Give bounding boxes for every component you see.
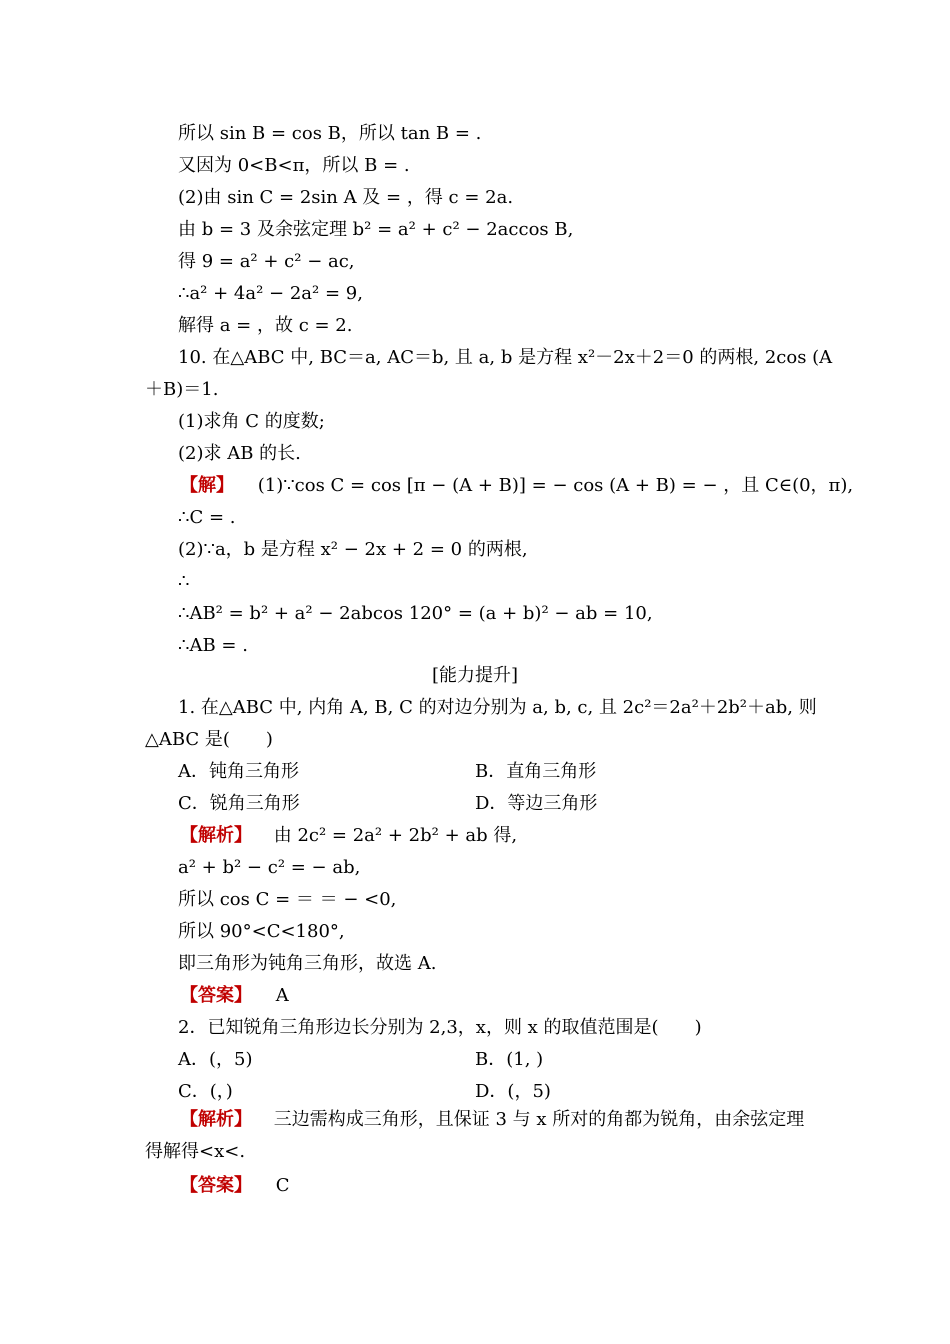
solution-text: (1)∵cos C = cos [π − (A + B)] = − cos (A + B) = − ，且 C∈(0，π), bbox=[257, 475, 854, 496]
question-10: 10. 在△ABC 中, BC＝a, AC＝b, 且 a, b 是方程 x²－2x＋2＝0 的两根, 2cos (A bbox=[178, 347, 833, 368]
question-10-cont: ＋B)＝1. bbox=[145, 379, 219, 400]
analysis-line bbox=[180, 1108, 804, 1132]
option-a: A．钝角三角形 bbox=[178, 761, 299, 782]
option-d: D．等边三角形 bbox=[475, 793, 598, 814]
question-10-part2: (2)求 AB 的长. bbox=[178, 443, 301, 464]
question-1: 1. 在△ABC 中, 内角 A, B, C 的对边分别为 a, b, c, 且 2c²＝2a²＋2b²＋ab, 则 bbox=[178, 697, 817, 718]
text-line: 得 9 = a² + c² − ac, bbox=[178, 251, 355, 272]
text-line: 所以 sin B = cos B，所以 tan B = . bbox=[178, 123, 482, 144]
answer-value: C bbox=[275, 1175, 290, 1196]
question-10-part1: (1)求角 C 的度数; bbox=[178, 411, 325, 432]
text-line: 所以 90°<C<180°, bbox=[178, 921, 345, 942]
option-d: D．(，5) bbox=[475, 1081, 551, 1102]
text-line: ∴a² + 4a² − 2a² = 9, bbox=[178, 283, 363, 304]
option-c: C．锐角三角形 bbox=[178, 793, 300, 814]
analysis-tag: 【解析】 bbox=[180, 1109, 252, 1130]
option-a: A．(，5) bbox=[178, 1049, 253, 1070]
text-line: ∴AB² = b² + a² − 2abcos 120° = (a + b)² − ab = 10, bbox=[178, 603, 653, 624]
text-line: (2)由 sin C = 2sin A 及 = ，得 c = 2a. bbox=[178, 187, 514, 208]
answer-tag: 【答案】 bbox=[180, 1175, 252, 1196]
analysis-text: 由 2c² = 2a² + 2b² + ab 得, bbox=[273, 825, 518, 846]
option-b: B．直角三角形 bbox=[475, 761, 597, 782]
question-1-cont: △ABC 是( ) bbox=[145, 729, 273, 750]
question-2: 2．已知锐角三角形边长分别为 2,3，x，则 x 的取值范围是( ) bbox=[178, 1017, 702, 1038]
option-b: B．(1, ) bbox=[475, 1049, 544, 1070]
analysis-text: 三边需构成三角形，且保证 3 与 x 所对的角都为锐角，由余弦定理 bbox=[273, 1109, 805, 1130]
section-heading: [能力提升] bbox=[431, 665, 519, 686]
analysis-line bbox=[180, 824, 517, 848]
solution-tag: 【解】 bbox=[180, 475, 234, 496]
text-line: 所以 cos C = ＝ ＝ − <0, bbox=[178, 889, 397, 910]
answer-line bbox=[180, 1174, 290, 1198]
answer-tag: 【答案】 bbox=[180, 985, 252, 1006]
solution-line bbox=[180, 474, 853, 498]
text-line: ∴AB = . bbox=[178, 635, 248, 656]
text-line: 解得 a = ，故 c = 2. bbox=[178, 315, 353, 336]
text-line: ∴ bbox=[178, 571, 190, 592]
analysis-tag: 【解析】 bbox=[180, 825, 252, 846]
text-line: a² + b² − c² = − ab, bbox=[178, 857, 361, 878]
text-line: 又因为 0<B<π，所以 B = . bbox=[178, 155, 410, 176]
answer-line bbox=[180, 984, 289, 1008]
text-line: (2)∵a，b 是方程 x² − 2x + 2 = 0 的两根, bbox=[178, 539, 528, 560]
answer-value: A bbox=[275, 985, 289, 1006]
text-line: 即三角形为钝角三角形，故选 A. bbox=[178, 953, 437, 974]
text-line: 得解得<x<. bbox=[145, 1141, 246, 1162]
text-line: ∴C = . bbox=[178, 507, 236, 528]
text-line: 由 b = 3 及余弦定理 b² = a² + c² − 2accos B, bbox=[178, 219, 574, 240]
option-c: C．(，) bbox=[178, 1081, 233, 1102]
